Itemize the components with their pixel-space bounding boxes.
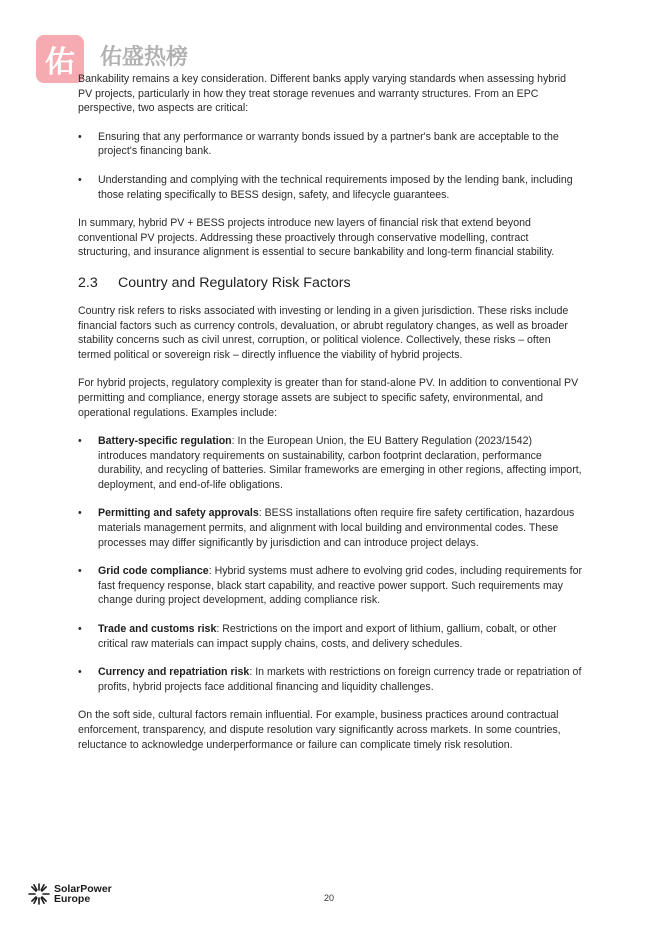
summary-paragraph: In summary, hybrid PV + BESS projects introduce new layers of financial risk that extend beyond conventional PV projects. Addressing these proactively through conservative modelling, contract structuring, and insurance alignment is essential to secure bankability and long-term financial stability. bbox=[78, 217, 555, 259]
bullet-icon: • bbox=[78, 565, 82, 578]
list-item bbox=[78, 434, 583, 492]
list-item-term: Grid code compliance bbox=[98, 565, 209, 578]
cultural-factors-paragraph: On the soft side, cultural factors remain influential. For example, business practices around contractual enforcement, transparency, and dispute resolution vary significantly across markets. In some countries, reluctance to acknowledge underperformance or failure can complicate timely risk resolution. bbox=[78, 709, 561, 751]
document-page bbox=[78, 72, 583, 766]
page-number: 20 bbox=[324, 893, 335, 903]
bullet-icon: • bbox=[78, 130, 82, 143]
list-item bbox=[78, 173, 583, 202]
brand-line-2: Europe bbox=[54, 893, 91, 905]
list-item-text: Ensuring that any performance or warranty bonds issued by a partner's bank are acceptable to the project's financing bank. bbox=[98, 130, 559, 158]
intro-paragraph: Bankability remains a key consideration. Different banks apply varying standards when assessing hybrid PV projects, particularly in how they treat storage revenues and warranty structures. From an EPC perspective, two aspects are critical: bbox=[78, 73, 566, 115]
list-item-term: Trade and customs risk bbox=[98, 623, 217, 636]
sun-icon bbox=[28, 883, 50, 905]
watermark-logo: 佑 bbox=[36, 35, 84, 83]
bullet-icon: • bbox=[78, 173, 82, 186]
regulatory-paragraph: For hybrid projects, regulatory complexity is greater than for stand-alone PV. In addition to conventional PV permitting and compliance, energy storage assets are subject to specific safety, environmental, and operational regulations. Examples include: bbox=[78, 377, 579, 419]
list-item-text: : Restrictions on the import and export of lithium, gallium, cobalt, or other critical raw materials can impact supply chains, costs, and delivery schedules. bbox=[98, 623, 557, 650]
bullet-icon: • bbox=[78, 435, 82, 448]
list-item-text: Understanding and complying with the technical requirements imposed by the lending bank, including those relating specifically to BESS design, safety, and lifecycle guarantees. bbox=[98, 173, 573, 201]
list-item bbox=[78, 130, 583, 159]
list-item bbox=[78, 622, 583, 651]
list-item-term: Permitting and safety approvals bbox=[98, 507, 259, 520]
list-item-term: Currency and repatriation risk bbox=[98, 666, 250, 679]
list-item-text: : Hybrid systems must adhere to evolving grid codes, including requirements for fast frequency response, black start capability, and reactive power support. Such requirements may change during project development, adding compliance risk. bbox=[98, 565, 582, 607]
section-number: 2.3 bbox=[78, 274, 98, 291]
brand-line-1: SolarPower bbox=[54, 883, 112, 895]
solarpower-europe-logo bbox=[28, 883, 112, 905]
country-risk-paragraph: Country risk refers to risks associated with investing or lending in a given jurisdiction. These risks include financial factors such as currency controls, devaluation, or abrubt regulatory changes, as well as broader stability concerns such as civil unrest, corruption, or political violence. Collectively, these risks – often termed political or sovereign risk – directly influence the viability of hybrid projects. bbox=[78, 304, 569, 361]
watermark-text: 佑盛热榜 bbox=[100, 45, 189, 70]
section-heading bbox=[78, 274, 583, 292]
bullet-icon: • bbox=[78, 507, 82, 520]
section-title: Country and Regulatory Risk Factors bbox=[118, 274, 351, 291]
bullet-icon: • bbox=[78, 666, 82, 679]
list-item bbox=[78, 665, 583, 694]
list-item bbox=[78, 506, 583, 550]
intro-bullet-list bbox=[78, 130, 583, 202]
brand-name bbox=[54, 884, 112, 904]
regulation-bullet-list bbox=[78, 434, 583, 694]
list-item-term: Battery-specific regulation bbox=[98, 435, 232, 448]
list-item-text: : In markets with restrictions on foreign currency trade or repatriation of profits, hybrid projects face additional financing and liquidity challenges. bbox=[98, 666, 582, 693]
bullet-icon: • bbox=[78, 623, 82, 636]
list-item bbox=[78, 564, 583, 608]
list-item-text: : BESS installations often require fire safety certification, hazardous materials management permits, and alignment with local building and environmental codes. These processes may differ significantly by jurisdiction and can introduce project delays. bbox=[98, 507, 575, 549]
list-item-text: : In the European Union, the EU Battery Regulation (2023/1542) introduces mandatory requirements on sustainability, carbon footprint declaration, performance durability, and recycling of batteries. Similar frameworks are emerging in other regions, affecting import, deployment, and end-of-life obligations. bbox=[98, 435, 582, 491]
